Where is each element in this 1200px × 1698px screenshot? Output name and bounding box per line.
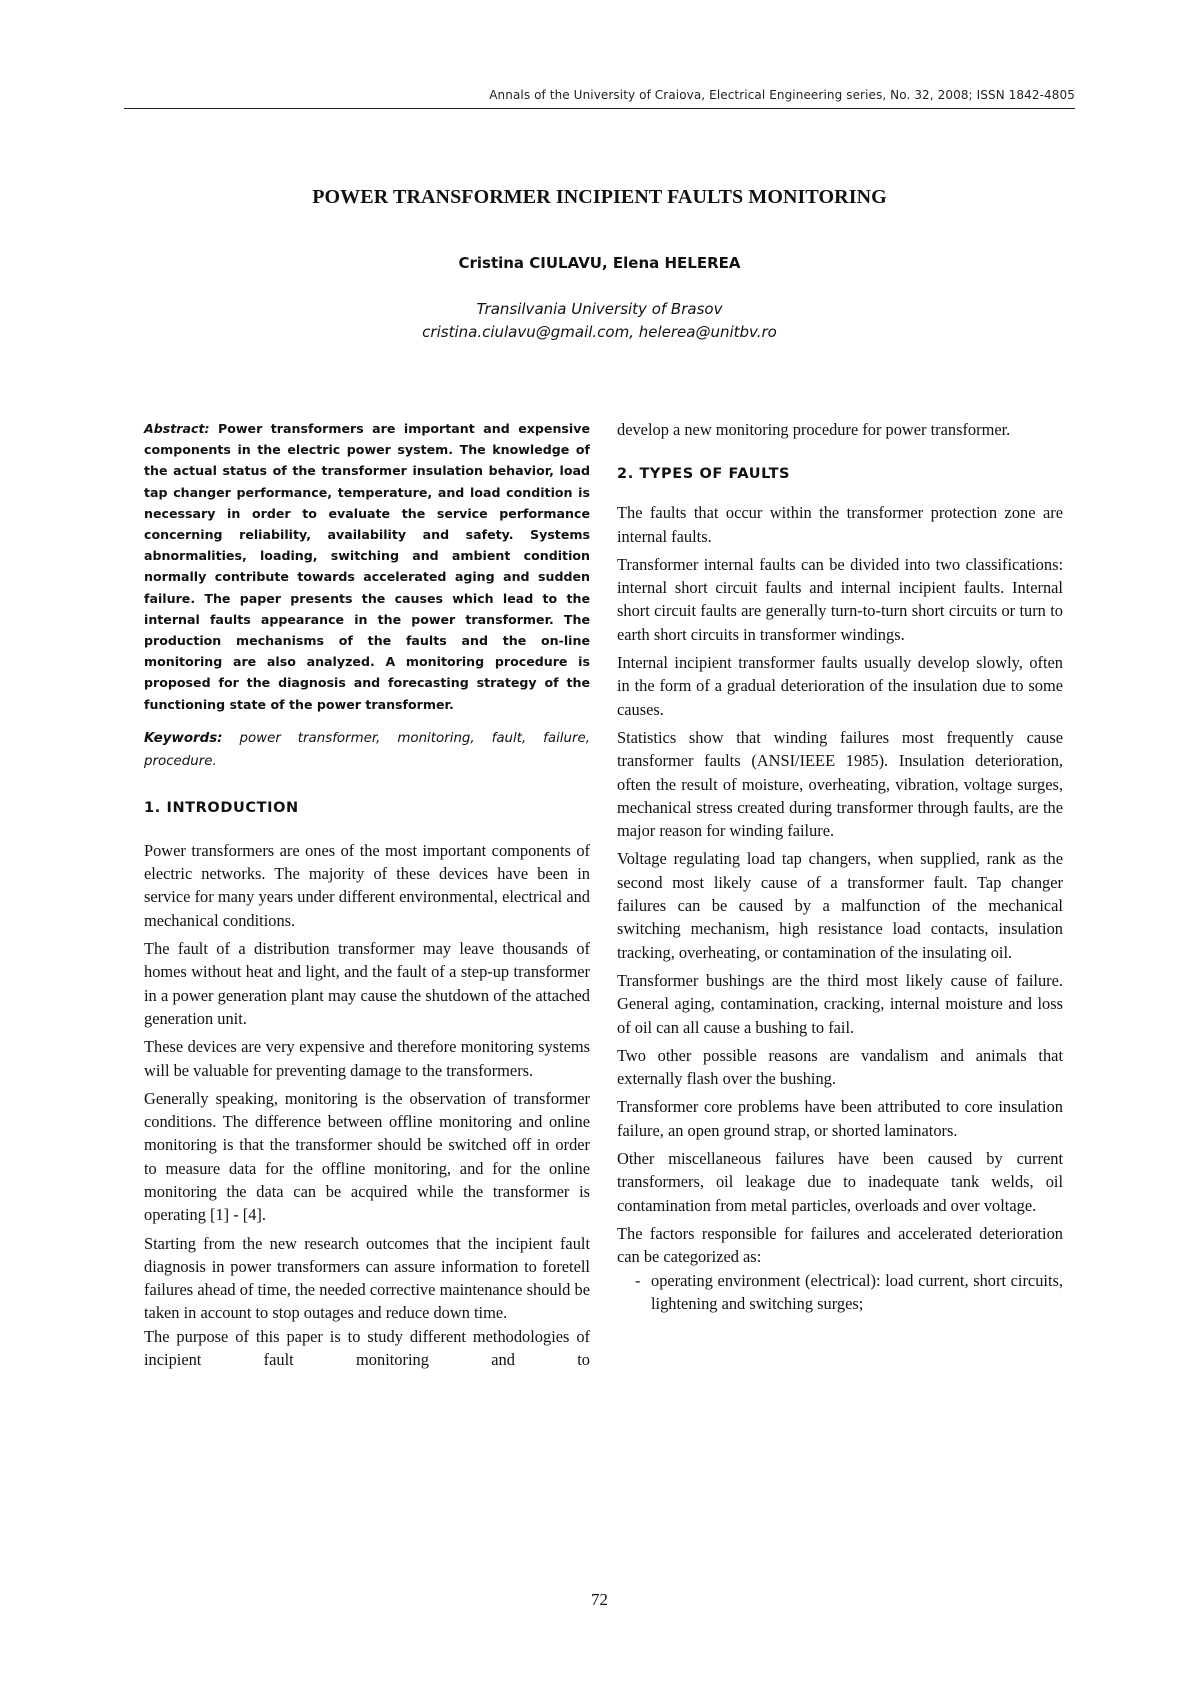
- paragraph: Transformer core problems have been attributed to core insulation failure, an open ground strap, or shorted laminators.: [617, 1097, 1063, 1140]
- abstract-text: Power transformers are important and expensive components in the electric power system. The knowledge of the actual status of the transformer insulation behavior, load tap changer performance, temperature, and load condition is necessary in order to evaluate the service performance concerning reliability, availability and safety. Systems abnormalities, loading, switching and ambient condition normally contribute towards accelerated aging and sudden failure. The paper presents the causes which lead to the internal faults appearance in the power transformer. The production mechanisms of the faults and the on-line monitoring are also analyzed. A monitoring procedure is proposed for the diagnosis and forecasting strategy of the functioning state of the power transformer.: [144, 421, 590, 712]
- paragraph: Statistics show that winding failures most frequently cause transformer faults (ANSI/IEEE 1985). Insulation deterioration, often the result of moisture, overheating, vibration, voltage surges, mechanical stress created during transformer through faults, are the major reason for winding failure.: [617, 727, 1063, 841]
- paragraph-continuation: develop a new monitoring procedure for power transformer.: [617, 420, 1011, 439]
- keywords-text: power transformer, monitoring, fault, failure, procedure.: [144, 730, 590, 769]
- paragraph: Generally speaking, monitoring is the observation of transformer conditions. The difference between offline monitoring and online monitoring is that the transformer should be switched off in order to measure data for the offline monitoring, and for the online monitoring the data can be acquired while the transformer is operating [1] - [4].: [144, 1088, 590, 1225]
- paragraph: Other miscellaneous failures have been caused by current transformers, oil leakage due to inadequate tank welds, oil contamination from metal particles, overloads and over voltage.: [617, 1149, 1063, 1215]
- paragraph: Starting from the new research outcomes that the incipient fault diagnosis in power transformers can assure information to foretell failures ahead of time, the needed corrective maintenance should be taken in account to stop outages and reduce down time.: [144, 1233, 590, 1323]
- paragraph: Power transformers are ones of the most important components of electric networks. The majority of these devices have been in service for many years under different environmental, electrical and mechanical conditions.: [144, 840, 590, 930]
- authors: Cristina CIULAVU, Elena HELEREA: [458, 254, 741, 272]
- paragraph: Voltage regulating load tap changers, when supplied, rank as the second most likely cause of a transformer fault. Tap changer failures can be caused by a malfunction of the mechanical switching mechanism, high resistance load contacts, insulation tracking, overheating, or contamination of the insulating oil.: [617, 849, 1063, 962]
- section-heading-introduction: 1. INTRODUCTION: [144, 799, 299, 816]
- paper-title: POWER TRANSFORMER INCIPIENT FAULTS MONITORING: [312, 186, 887, 208]
- keywords-label: Keywords:: [144, 730, 223, 746]
- paragraph: These devices are very expensive and therefore monitoring systems will be valuable for preventing damage to the transformers.: [144, 1037, 590, 1080]
- paragraph: The fault of a distribution transformer may leave thousands of homes without heat and light, and the fault of a step-up transformer in a power generation plant may cause the shutdown of the attached generation unit.: [144, 939, 590, 1028]
- running-header: Annals of the University of Craiova, Electrical Engineering series, No. 32, 2008; ISSN 1842-4805: [489, 88, 1075, 102]
- paragraph: The faults that occur within the transformer protection zone are internal faults.: [617, 503, 1063, 546]
- paragraph: The purpose of this paper is to study different methodologies of incipient fault monitoring and to: [144, 1326, 590, 1370]
- paragraph: Two other possible reasons are vandalism and animals that externally flash over the bushing.: [617, 1045, 1063, 1089]
- left-column: [144, 418, 590, 1376]
- paragraph: The factors responsible for failures and accelerated deterioration can be categorized as:: [617, 1223, 1063, 1267]
- affiliation: Transilvania University of Brasov: [476, 300, 723, 318]
- failure-factors-list: [617, 1269, 1063, 1316]
- abstract-label: Abstract:: [144, 421, 210, 436]
- author-emails: cristina.ciulavu@gmail.com, helerea@unitbv.ro: [422, 323, 777, 341]
- right-column: [617, 418, 1063, 1315]
- section-heading-types-of-faults: 2. TYPES OF FAULTS: [617, 466, 791, 483]
- paragraph: Transformer bushings are the third most likely cause of failure. General aging, contamination, cracking, internal moisture and loss of oil can all cause a bushing to fail.: [617, 970, 1063, 1037]
- keywords: [144, 727, 590, 773]
- paragraph: Internal incipient transformer faults usually develop slowly, often in the form of a gradual deterioration of the insulation due to some causes.: [617, 653, 1063, 719]
- header-rule: [124, 108, 1075, 109]
- affiliation-block: [124, 298, 1075, 344]
- paragraph: Transformer internal faults can be divided into two classifications: internal short circuit faults and internal incipient faults. Internal short circuit faults are generally turn-to-turn short circuits or turn to earth short circuits in transformer windings.: [617, 554, 1063, 644]
- page-number: 72: [591, 1590, 608, 1609]
- list-item: - operating environment (electrical): load current, short circuits, lightening and switching surges;: [651, 1269, 1063, 1316]
- abstract: [144, 418, 590, 715]
